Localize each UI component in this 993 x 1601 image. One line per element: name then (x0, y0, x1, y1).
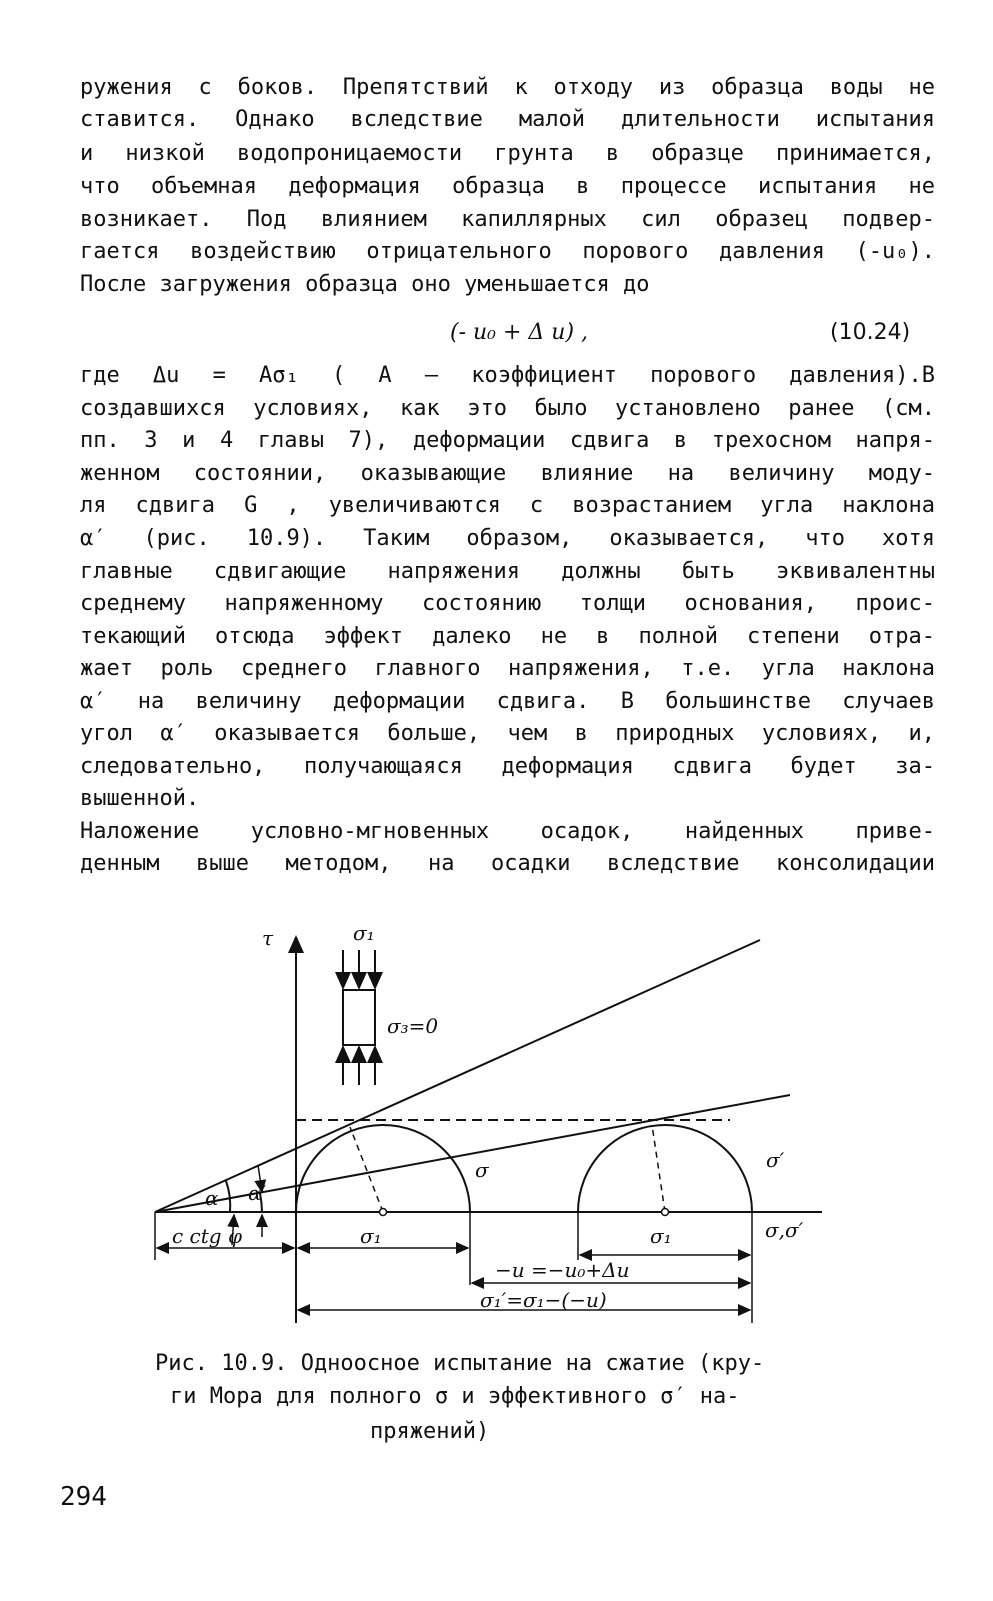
text-line: женном состоянии, оказывающие влияние на величину моду- (80, 461, 935, 486)
text-line: ля сдвига G , увеличиваются с возрастанием угла наклона (80, 493, 935, 518)
total-envelope-line (155, 940, 760, 1212)
specimen-rectangle (343, 990, 375, 1045)
text-line: ставится. Однако вследствие малой длительности испытания (80, 107, 935, 132)
text-line: денным выше методом, на осадки вследствие консолидации (80, 851, 935, 876)
text-line: угол α′ оказывается больше, чем в природных условиях, и, (80, 721, 935, 746)
text-line: текающий отсюда эффект далеко не в полной степени отра- (80, 624, 935, 649)
c-ctg-phi-label: c ctg φ (172, 1224, 242, 1248)
u-equation-label: −u =−u₀+Δu (495, 1258, 630, 1282)
text-line: жает роль среднего главного напряжения, т.е. угла наклона (80, 656, 935, 681)
text-line: гается воздействию отрицательного порового давления (-u₀). (80, 239, 935, 264)
text-line: следовательно, получающаяся деформация сдвига будет за- (80, 754, 935, 779)
radius-total (350, 1127, 383, 1212)
text-line: α′ (рис. 10.9). Таким образом, оказывается, что хотя (80, 526, 935, 551)
text-line: После загружения образца оно уменьшается до (80, 272, 650, 297)
mohr-circle-effective (578, 1125, 752, 1212)
sigma1-prime-equation-label: σ₁′=σ₁−(−u) (480, 1288, 607, 1312)
text-line: среднему напряженному состоянию толщи основания, проис- (80, 591, 935, 616)
equation-number: (10.24) (830, 320, 911, 345)
text-line: создавшихся условиях, как это было установлено ранее (см. (80, 396, 935, 421)
figure-caption-line-3: пряжений) (370, 1419, 490, 1444)
figure-caption-line-2: ги Мора для полного σ и эффективного σ′ на- (170, 1384, 740, 1409)
text-line: ружения с боков. Препятствий к отходу из образца воды не (80, 75, 935, 100)
text-line: где Δu = Aσ₁ ( A – коэффициент порового давления).В (80, 363, 935, 388)
sigma-axis-label: σ,σ′ (765, 1218, 804, 1242)
radius-effective (652, 1125, 665, 1212)
mohr-circles-figure (150, 915, 830, 1335)
text-line: возникает. Под влиянием капиллярных сил образец подвер- (80, 207, 935, 232)
text-line: Наложение условно-мгновенных осадок, найденных приве- (80, 819, 935, 844)
sigma1-effective-label: σ₁ (650, 1224, 672, 1248)
text-line: пп. 3 и 4 главы 7), деформации сдвига в трехосном напря- (80, 428, 935, 453)
sigma-prime-circle-label: σ′ (766, 1148, 785, 1172)
alpha-prime-label: α′ (248, 1181, 267, 1205)
mohr-circle-total (296, 1125, 470, 1212)
alpha-label: α (205, 1186, 219, 1210)
sigma-circle-label: σ (475, 1158, 489, 1182)
text-line: α′ на величину деформации сдвига. В большинстве случаев (80, 689, 935, 714)
text-line: что объемная деформация образца в процессе испытания не (80, 174, 935, 199)
text-line: главные сдвигающие напряжения должны быть эквивалентны (80, 559, 935, 584)
tau-label: τ (262, 926, 274, 950)
figure-caption-line-1: Рис. 10.9. Одноосное испытание на сжатие (кру- (155, 1351, 765, 1376)
sigma1-load-label: σ₁ (353, 921, 375, 945)
sigma3-label: σ₃=0 (387, 1014, 439, 1038)
page-number: 294 (60, 1482, 107, 1512)
formula-expression: (- u₀ + Δ u) , (450, 320, 589, 345)
text-line: вышенной. (80, 786, 200, 811)
text-line: и низкой водопроницаемости грунта в образце принимается, (80, 141, 935, 166)
sigma1-total-label: σ₁ (360, 1224, 382, 1248)
